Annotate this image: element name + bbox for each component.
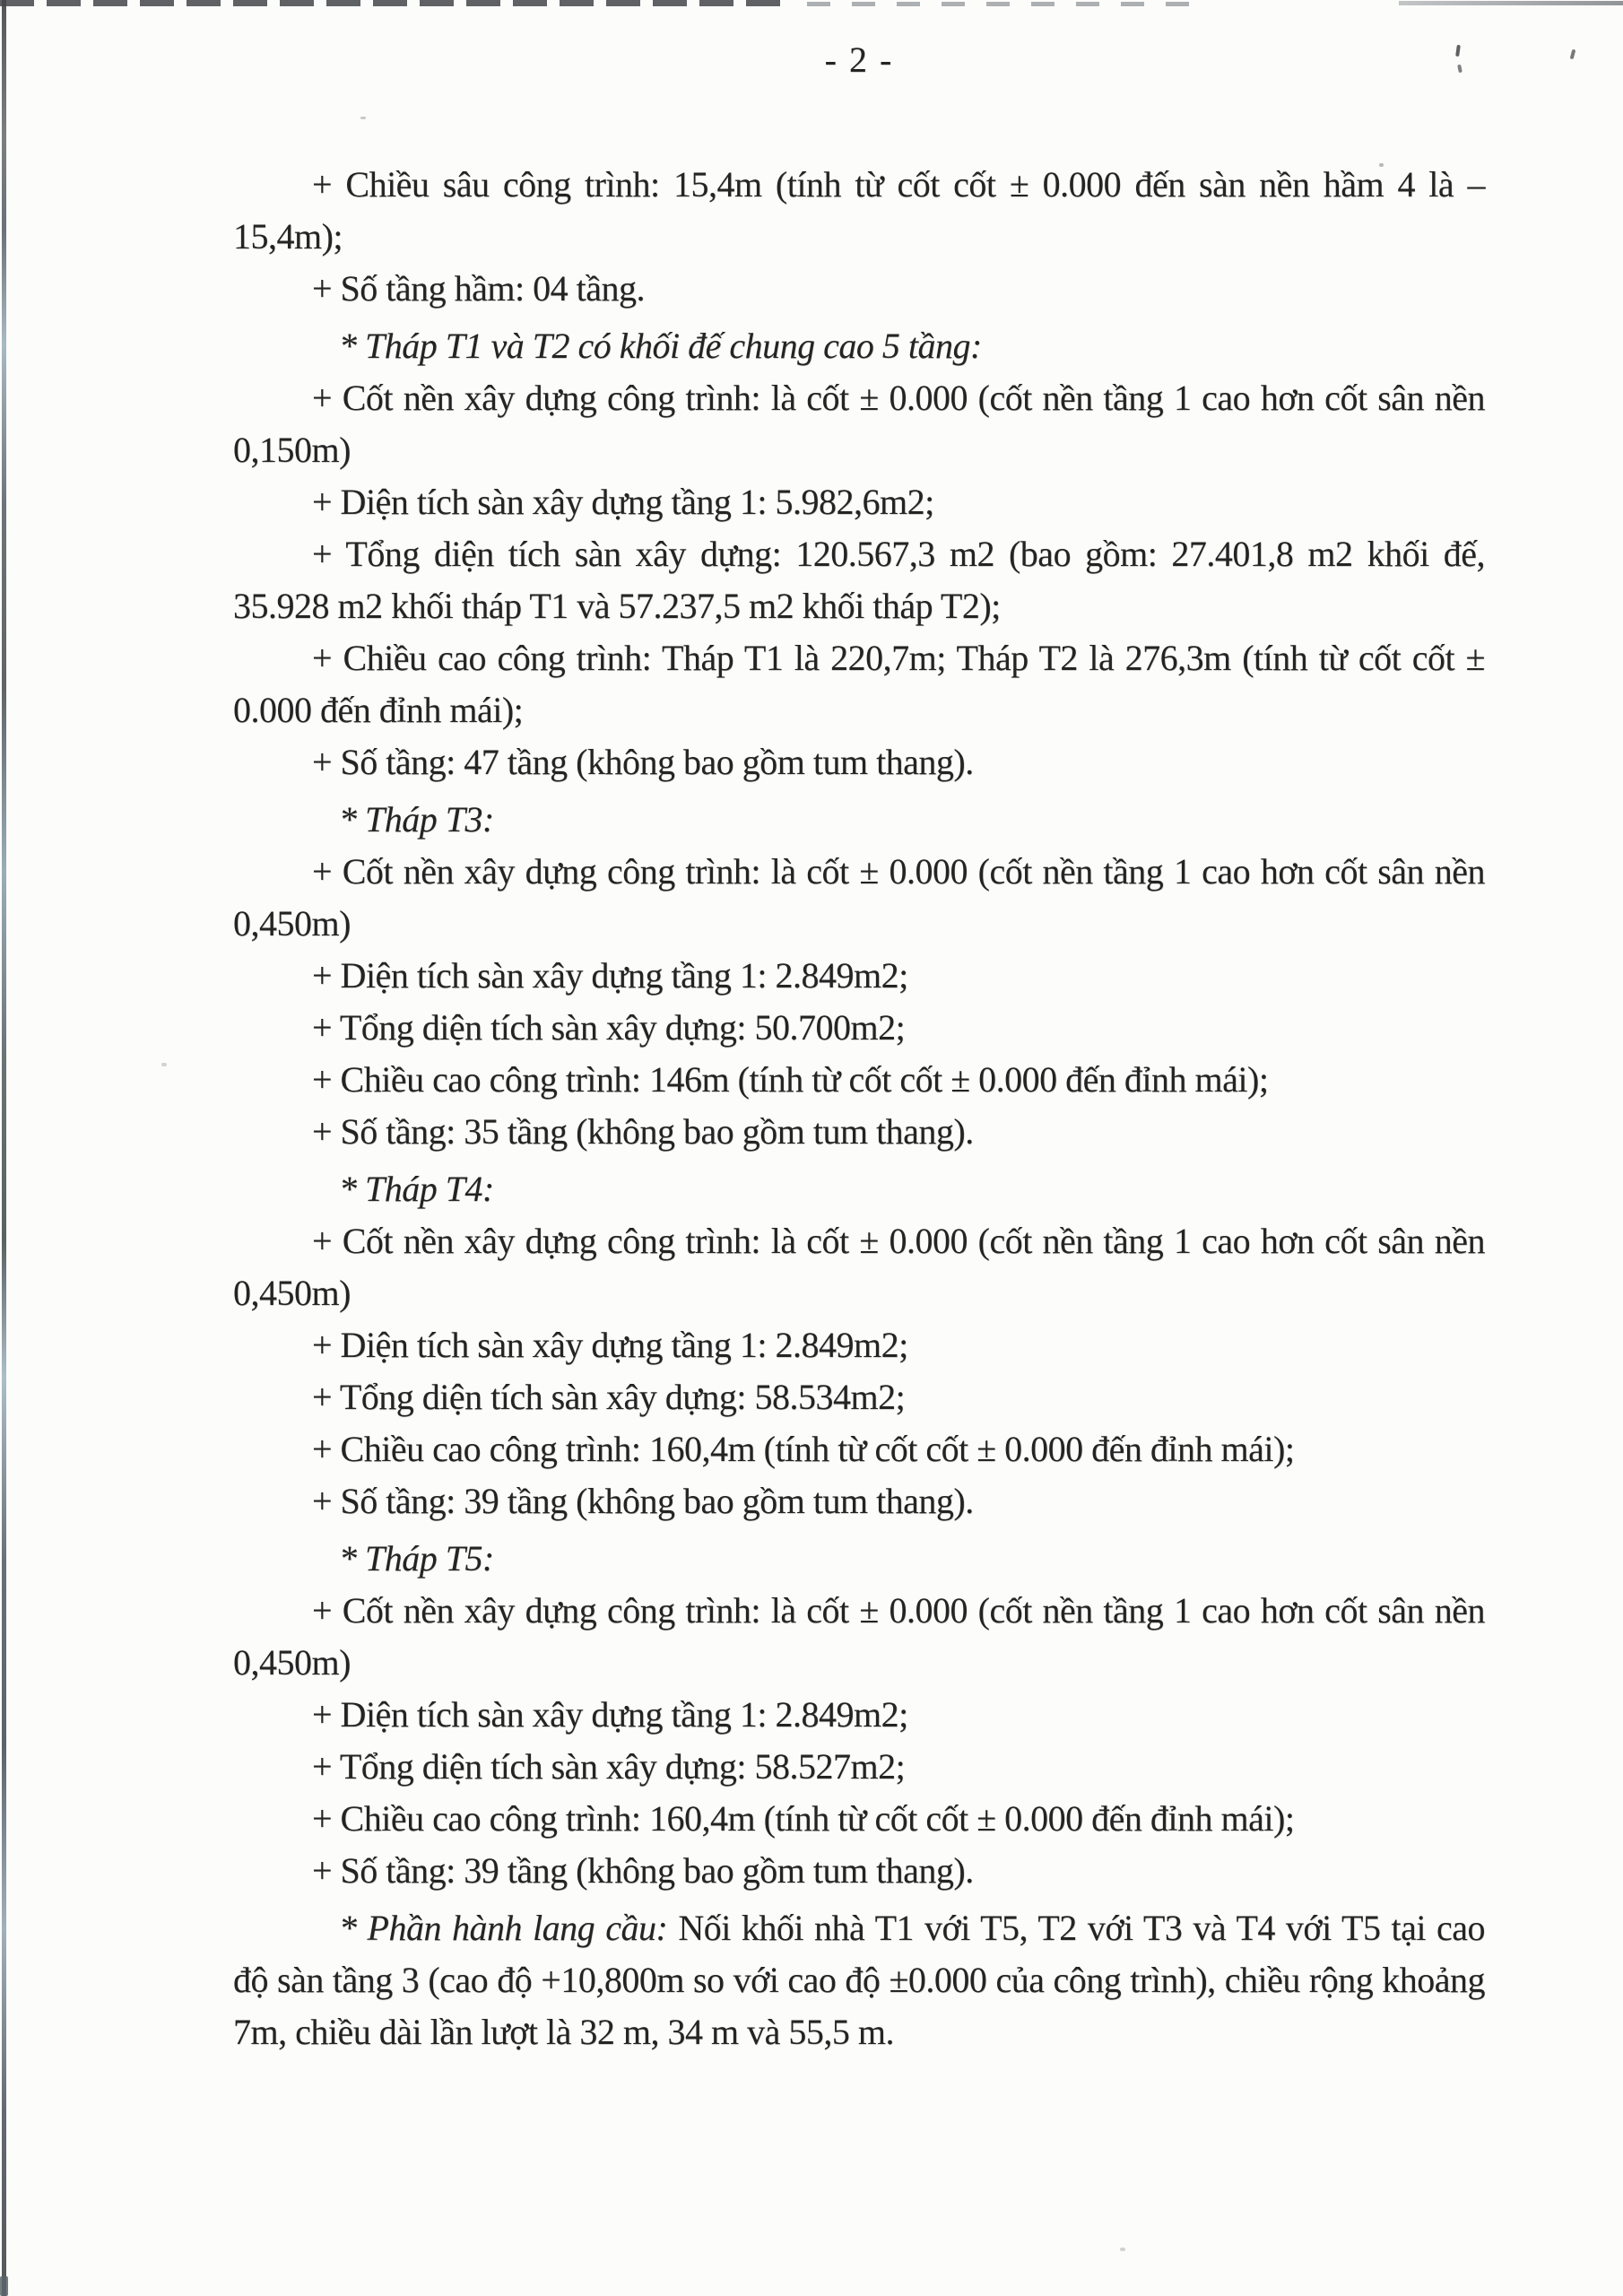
paragraph: + Tổng diện tích sàn xây dựng: 120.567,3 m2 (bao gồm: 27.401,8 m2 khối đế, 35.928 m2 khối tháp T1 và 57.237,5 m2 khối tháp T2); bbox=[233, 534, 1485, 626]
scan-artifact-top-edge bbox=[807, 2, 1193, 6]
paragraph: + Số tầng: 35 tầng (không bao gồm tum thang). bbox=[312, 1111, 974, 1152]
ink-speck bbox=[161, 1063, 167, 1066]
paragraph: + Diện tích sàn xây dựng tầng 1: 5.982,6m2; bbox=[312, 482, 934, 522]
page-number: - 2 - bbox=[824, 39, 894, 80]
paragraph: + Chiều cao công trình: Tháp T1 là 220,7m; Tháp T2 là 276,3m (tính từ cốt cốt ± 0.000 đến đỉnh mái); bbox=[233, 638, 1485, 730]
text-block bbox=[233, 34, 1485, 2058]
paragraph: + Cốt nền xây dựng công trình: là cốt ± 0.000 (cốt nền tầng 1 cao hơn cốt sân nền 0,150m) bbox=[233, 378, 1485, 470]
paragraph-rest: Nối khối nhà T1 với T5, T2 với T3 và T4 với T5 tại cao độ sàn tầng 3 (cao độ +10,800m so với cao độ ±0.000 của công trình), chiều rộng khoảng 7m, chiều dài lần lượt là 32 m, 34 m và 55,5 m. bbox=[233, 1908, 1486, 2052]
paragraph: + Chiều cao công trình: 160,4m (tính từ cốt cốt ± 0.000 đến đỉnh mái); bbox=[312, 1798, 1295, 1839]
paragraph bbox=[233, 1902, 1485, 2058]
paragraph: + Số tầng: 39 tầng (không bao gồm tum thang). bbox=[312, 1850, 974, 1891]
paragraph: * Tháp T4: bbox=[339, 1169, 494, 1209]
paragraph: + Chiều sâu công trình: 15,4m (tính từ cốt cốt ± 0.000 đến sàn nền hầm 4 là – 15,4m); bbox=[233, 164, 1485, 257]
document-body bbox=[233, 159, 1485, 2058]
paragraph: + Cốt nền xây dựng công trình: là cốt ± 0.000 (cốt nền tầng 1 cao hơn cốt sân nền 0,450m) bbox=[233, 851, 1485, 944]
paragraph: * Tháp T5: bbox=[339, 1538, 494, 1578]
paragraph: + Tổng diện tích sàn xây dựng: 58.534m2; bbox=[312, 1377, 906, 1417]
paragraph: + Tổng diện tích sàn xây dựng: 58.527m2; bbox=[312, 1746, 906, 1787]
paragraph: + Chiều cao công trình: 146m (tính từ cốt cốt ± 0.000 đến đỉnh mái); bbox=[312, 1059, 1269, 1100]
paragraph: + Số tầng: 47 tầng (không bao gồm tum thang). bbox=[312, 742, 974, 782]
paragraph: + Cốt nền xây dựng công trình: là cốt ± 0.000 (cốt nền tầng 1 cao hơn cốt sân nền 0,450m) bbox=[233, 1221, 1485, 1313]
paragraph: + Số tầng: 39 tầng (không bao gồm tum thang). bbox=[312, 1481, 974, 1521]
paragraph: + Tổng diện tích sàn xây dựng: 50.700m2; bbox=[312, 1007, 906, 1048]
ink-speck bbox=[1120, 2248, 1125, 2251]
scan-artifact-top-edge bbox=[1399, 1, 1623, 5]
scan-artifact-top-edge bbox=[0, 0, 789, 6]
paragraph: + Diện tích sàn xây dựng tầng 1: 2.849m2; bbox=[312, 1694, 908, 1735]
paragraph: * Tháp T3: bbox=[339, 799, 494, 839]
paragraph: + Chiều cao công trình: 160,4m (tính từ cốt cốt ± 0.000 đến đỉnh mái); bbox=[312, 1429, 1295, 1469]
paragraph: + Diện tích sàn xây dựng tầng 1: 2.849m2; bbox=[312, 955, 908, 996]
scan-artifact-left-edge-foot bbox=[0, 2276, 8, 2296]
paragraph: * Tháp T1 và T2 có khối đế chung cao 5 tầng: bbox=[339, 326, 982, 366]
paragraph: + Diện tích sàn xây dựng tầng 1: 2.849m2; bbox=[312, 1325, 908, 1365]
paragraph: + Số tầng hầm: 04 tầng. bbox=[312, 268, 646, 309]
paragraph-lead: * Phần hành lang cầu: bbox=[339, 1908, 668, 1948]
paragraph: + Cốt nền xây dựng công trình: là cốt ± 0.000 (cốt nền tầng 1 cao hơn cốt sân nền 0,450m) bbox=[233, 1590, 1485, 1683]
ink-speck bbox=[1570, 49, 1576, 60]
scan-artifact-left-edge bbox=[2, 0, 6, 2296]
